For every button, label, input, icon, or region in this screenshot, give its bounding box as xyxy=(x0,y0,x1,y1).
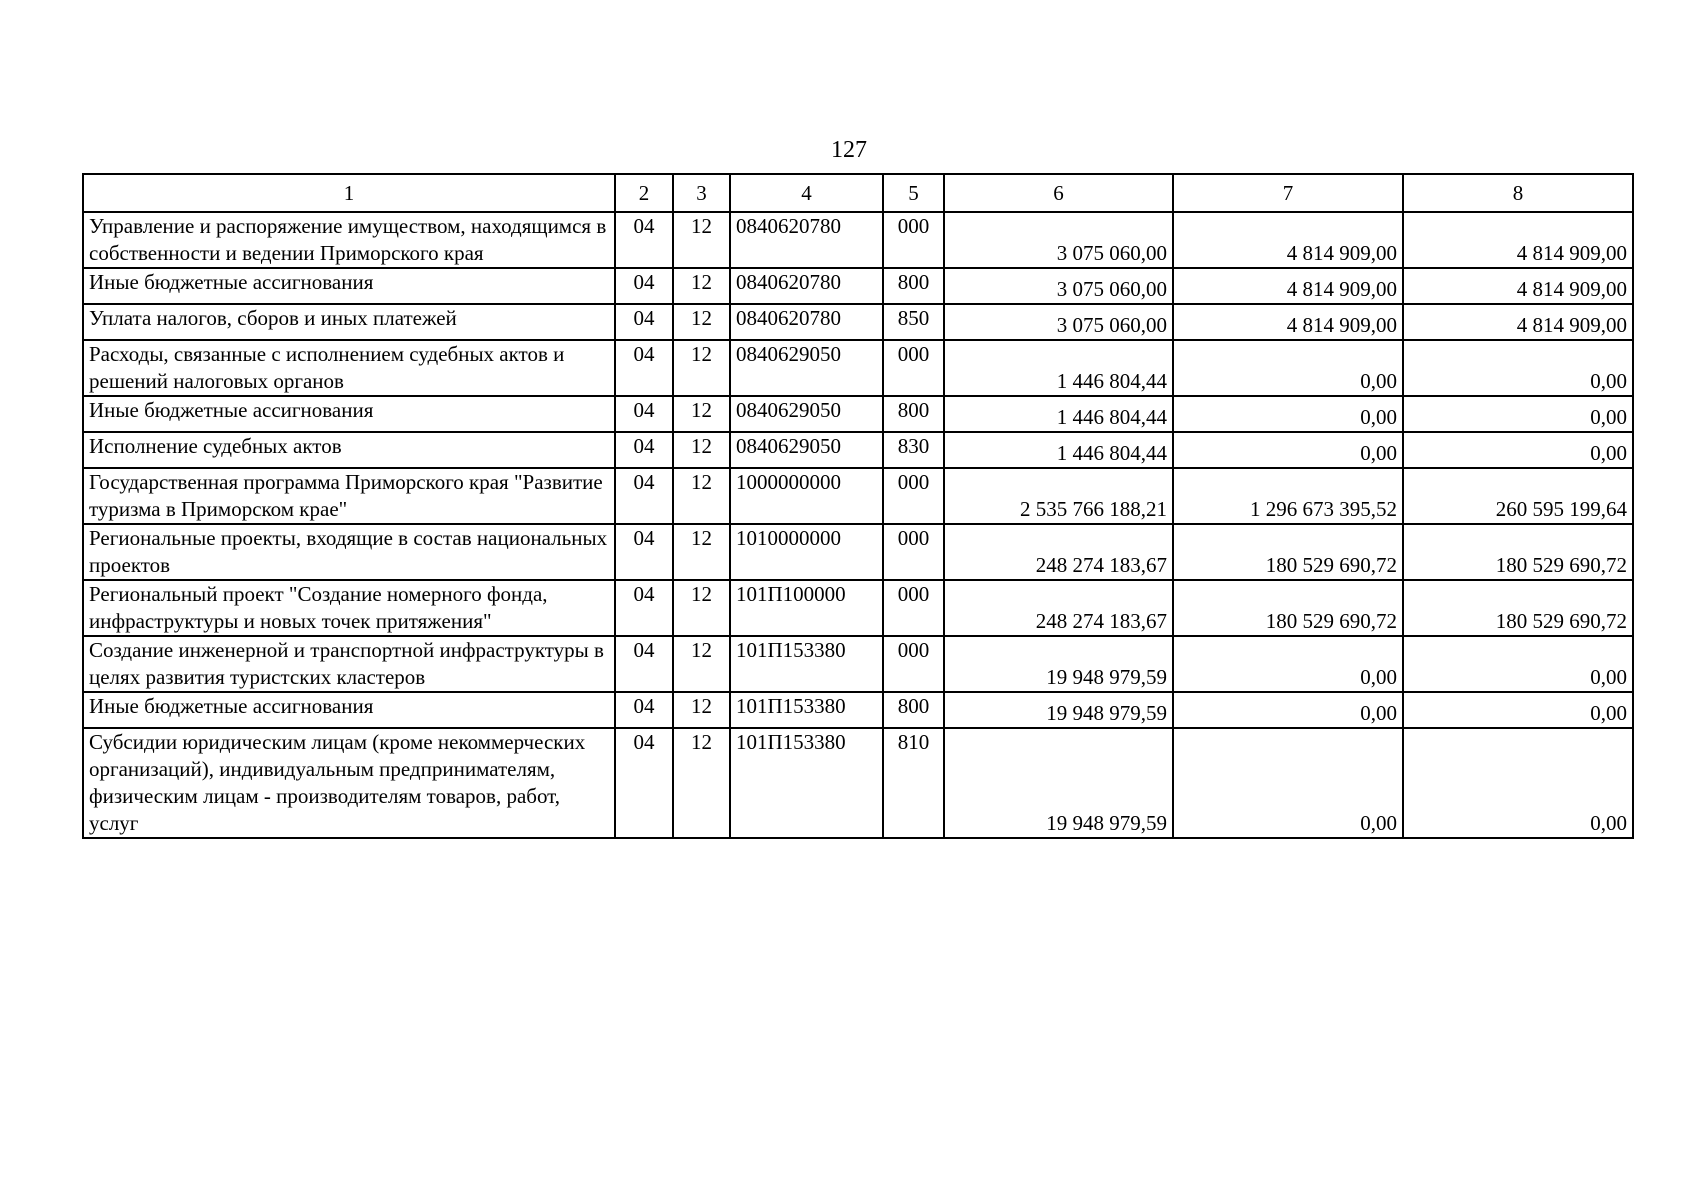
cell-section: 04 xyxy=(615,304,673,340)
row-name: Расходы, связанные с исполнением судебных актов и решений налоговых органов xyxy=(83,340,615,396)
table-row xyxy=(83,340,1633,396)
row-name: Региональные проекты, входящие в состав национальных проектов xyxy=(83,524,615,580)
row-name: Субсидии юридическим лицам (кроме некоммерческих организаций), индивидуальным предпринимателям, физическим лицам - производителям товаров, работ, услуг xyxy=(83,728,615,838)
cell-target-code: 101П153380 xyxy=(730,636,883,692)
cell-amount-6: 2 535 766 188,21 xyxy=(944,468,1173,524)
cell-expense-type: 800 xyxy=(883,692,944,728)
cell-subsection: 12 xyxy=(673,468,730,524)
column-header: 3 xyxy=(673,174,730,212)
cell-expense-type: 000 xyxy=(883,636,944,692)
cell-target-code: 0840620780 xyxy=(730,268,883,304)
row-name: Иные бюджетные ассигнования xyxy=(83,692,615,728)
cell-section: 04 xyxy=(615,524,673,580)
cell-section: 04 xyxy=(615,728,673,838)
cell-amount-6: 19 948 979,59 xyxy=(944,728,1173,838)
cell-amount-6: 3 075 060,00 xyxy=(944,212,1173,268)
cell-amount-8: 0,00 xyxy=(1403,728,1633,838)
cell-section: 04 xyxy=(615,268,673,304)
cell-amount-8: 0,00 xyxy=(1403,340,1633,396)
table-row xyxy=(83,396,1633,432)
cell-amount-7: 0,00 xyxy=(1173,432,1403,468)
cell-amount-8: 4 814 909,00 xyxy=(1403,212,1633,268)
table-row xyxy=(83,468,1633,524)
cell-amount-6: 248 274 183,67 xyxy=(944,580,1173,636)
column-header: 2 xyxy=(615,174,673,212)
cell-amount-6: 1 446 804,44 xyxy=(944,432,1173,468)
cell-section: 04 xyxy=(615,432,673,468)
table-row xyxy=(83,728,1633,838)
cell-target-code: 0840629050 xyxy=(730,340,883,396)
cell-target-code: 101П153380 xyxy=(730,728,883,838)
cell-target-code: 0840620780 xyxy=(730,212,883,268)
cell-amount-7: 4 814 909,00 xyxy=(1173,212,1403,268)
cell-expense-type: 000 xyxy=(883,580,944,636)
cell-target-code: 101П153380 xyxy=(730,692,883,728)
cell-target-code: 1000000000 xyxy=(730,468,883,524)
row-name: Иные бюджетные ассигнования xyxy=(83,396,615,432)
cell-expense-type: 850 xyxy=(883,304,944,340)
cell-amount-8: 0,00 xyxy=(1403,636,1633,692)
cell-amount-8: 0,00 xyxy=(1403,432,1633,468)
cell-amount-7: 4 814 909,00 xyxy=(1173,304,1403,340)
cell-amount-6: 1 446 804,44 xyxy=(944,396,1173,432)
cell-amount-7: 0,00 xyxy=(1173,636,1403,692)
table-row xyxy=(83,636,1633,692)
cell-amount-8: 4 814 909,00 xyxy=(1403,268,1633,304)
cell-subsection: 12 xyxy=(673,432,730,468)
cell-section: 04 xyxy=(615,340,673,396)
row-name: Исполнение судебных актов xyxy=(83,432,615,468)
cell-target-code: 0840629050 xyxy=(730,432,883,468)
cell-amount-8: 4 814 909,00 xyxy=(1403,304,1633,340)
column-header: 7 xyxy=(1173,174,1403,212)
cell-expense-type: 000 xyxy=(883,212,944,268)
cell-expense-type: 800 xyxy=(883,268,944,304)
table-row xyxy=(83,304,1633,340)
page-number: 127 xyxy=(831,137,867,163)
cell-amount-7: 0,00 xyxy=(1173,340,1403,396)
cell-section: 04 xyxy=(615,580,673,636)
table-row xyxy=(83,580,1633,636)
cell-section: 04 xyxy=(615,468,673,524)
cell-target-code: 101П100000 xyxy=(730,580,883,636)
cell-section: 04 xyxy=(615,396,673,432)
cell-subsection: 12 xyxy=(673,692,730,728)
budget-table xyxy=(82,173,1634,839)
cell-subsection: 12 xyxy=(673,340,730,396)
cell-subsection: 12 xyxy=(673,636,730,692)
cell-subsection: 12 xyxy=(673,396,730,432)
cell-amount-6: 19 948 979,59 xyxy=(944,636,1173,692)
column-header: 6 xyxy=(944,174,1173,212)
cell-amount-6: 3 075 060,00 xyxy=(944,304,1173,340)
cell-subsection: 12 xyxy=(673,728,730,838)
table-row xyxy=(83,432,1633,468)
cell-amount-6: 1 446 804,44 xyxy=(944,340,1173,396)
cell-target-code: 1010000000 xyxy=(730,524,883,580)
row-name: Региональный проект "Создание номерного фонда, инфраструктуры и новых точек притяжения" xyxy=(83,580,615,636)
cell-section: 04 xyxy=(615,692,673,728)
cell-amount-8: 0,00 xyxy=(1403,396,1633,432)
cell-section: 04 xyxy=(615,636,673,692)
table-row xyxy=(83,268,1633,304)
cell-amount-7: 180 529 690,72 xyxy=(1173,580,1403,636)
row-name: Управление и распоряжение имуществом, находящимся в собственности и ведении Приморского края xyxy=(83,212,615,268)
cell-target-code: 0840629050 xyxy=(730,396,883,432)
cell-amount-7: 1 296 673 395,52 xyxy=(1173,468,1403,524)
cell-amount-8: 260 595 199,64 xyxy=(1403,468,1633,524)
cell-amount-8: 0,00 xyxy=(1403,692,1633,728)
cell-amount-8: 180 529 690,72 xyxy=(1403,524,1633,580)
cell-amount-7: 4 814 909,00 xyxy=(1173,268,1403,304)
table-row xyxy=(83,212,1633,268)
row-name: Создание инженерной и транспортной инфраструктуры в целях развития туристских кластеров xyxy=(83,636,615,692)
table-row xyxy=(83,692,1633,728)
cell-subsection: 12 xyxy=(673,524,730,580)
cell-expense-type: 000 xyxy=(883,340,944,396)
row-name: Государственная программа Приморского края "Развитие туризма в Приморском крае" xyxy=(83,468,615,524)
cell-subsection: 12 xyxy=(673,580,730,636)
table-header-row xyxy=(83,174,1633,212)
cell-expense-type: 800 xyxy=(883,396,944,432)
cell-amount-7: 0,00 xyxy=(1173,692,1403,728)
cell-amount-6: 19 948 979,59 xyxy=(944,692,1173,728)
row-name: Уплата налогов, сборов и иных платежей xyxy=(83,304,615,340)
cell-expense-type: 810 xyxy=(883,728,944,838)
table-row xyxy=(83,524,1633,580)
column-header: 5 xyxy=(883,174,944,212)
cell-amount-7: 180 529 690,72 xyxy=(1173,524,1403,580)
row-name: Иные бюджетные ассигнования xyxy=(83,268,615,304)
cell-amount-6: 3 075 060,00 xyxy=(944,268,1173,304)
cell-subsection: 12 xyxy=(673,304,730,340)
cell-expense-type: 000 xyxy=(883,468,944,524)
cell-amount-6: 248 274 183,67 xyxy=(944,524,1173,580)
cell-subsection: 12 xyxy=(673,268,730,304)
column-header: 4 xyxy=(730,174,883,212)
cell-section: 04 xyxy=(615,212,673,268)
cell-amount-8: 180 529 690,72 xyxy=(1403,580,1633,636)
cell-subsection: 12 xyxy=(673,212,730,268)
column-header: 1 xyxy=(83,174,615,212)
cell-expense-type: 000 xyxy=(883,524,944,580)
cell-amount-7: 0,00 xyxy=(1173,728,1403,838)
cell-expense-type: 830 xyxy=(883,432,944,468)
column-header: 8 xyxy=(1403,174,1633,212)
cell-target-code: 0840620780 xyxy=(730,304,883,340)
cell-amount-7: 0,00 xyxy=(1173,396,1403,432)
